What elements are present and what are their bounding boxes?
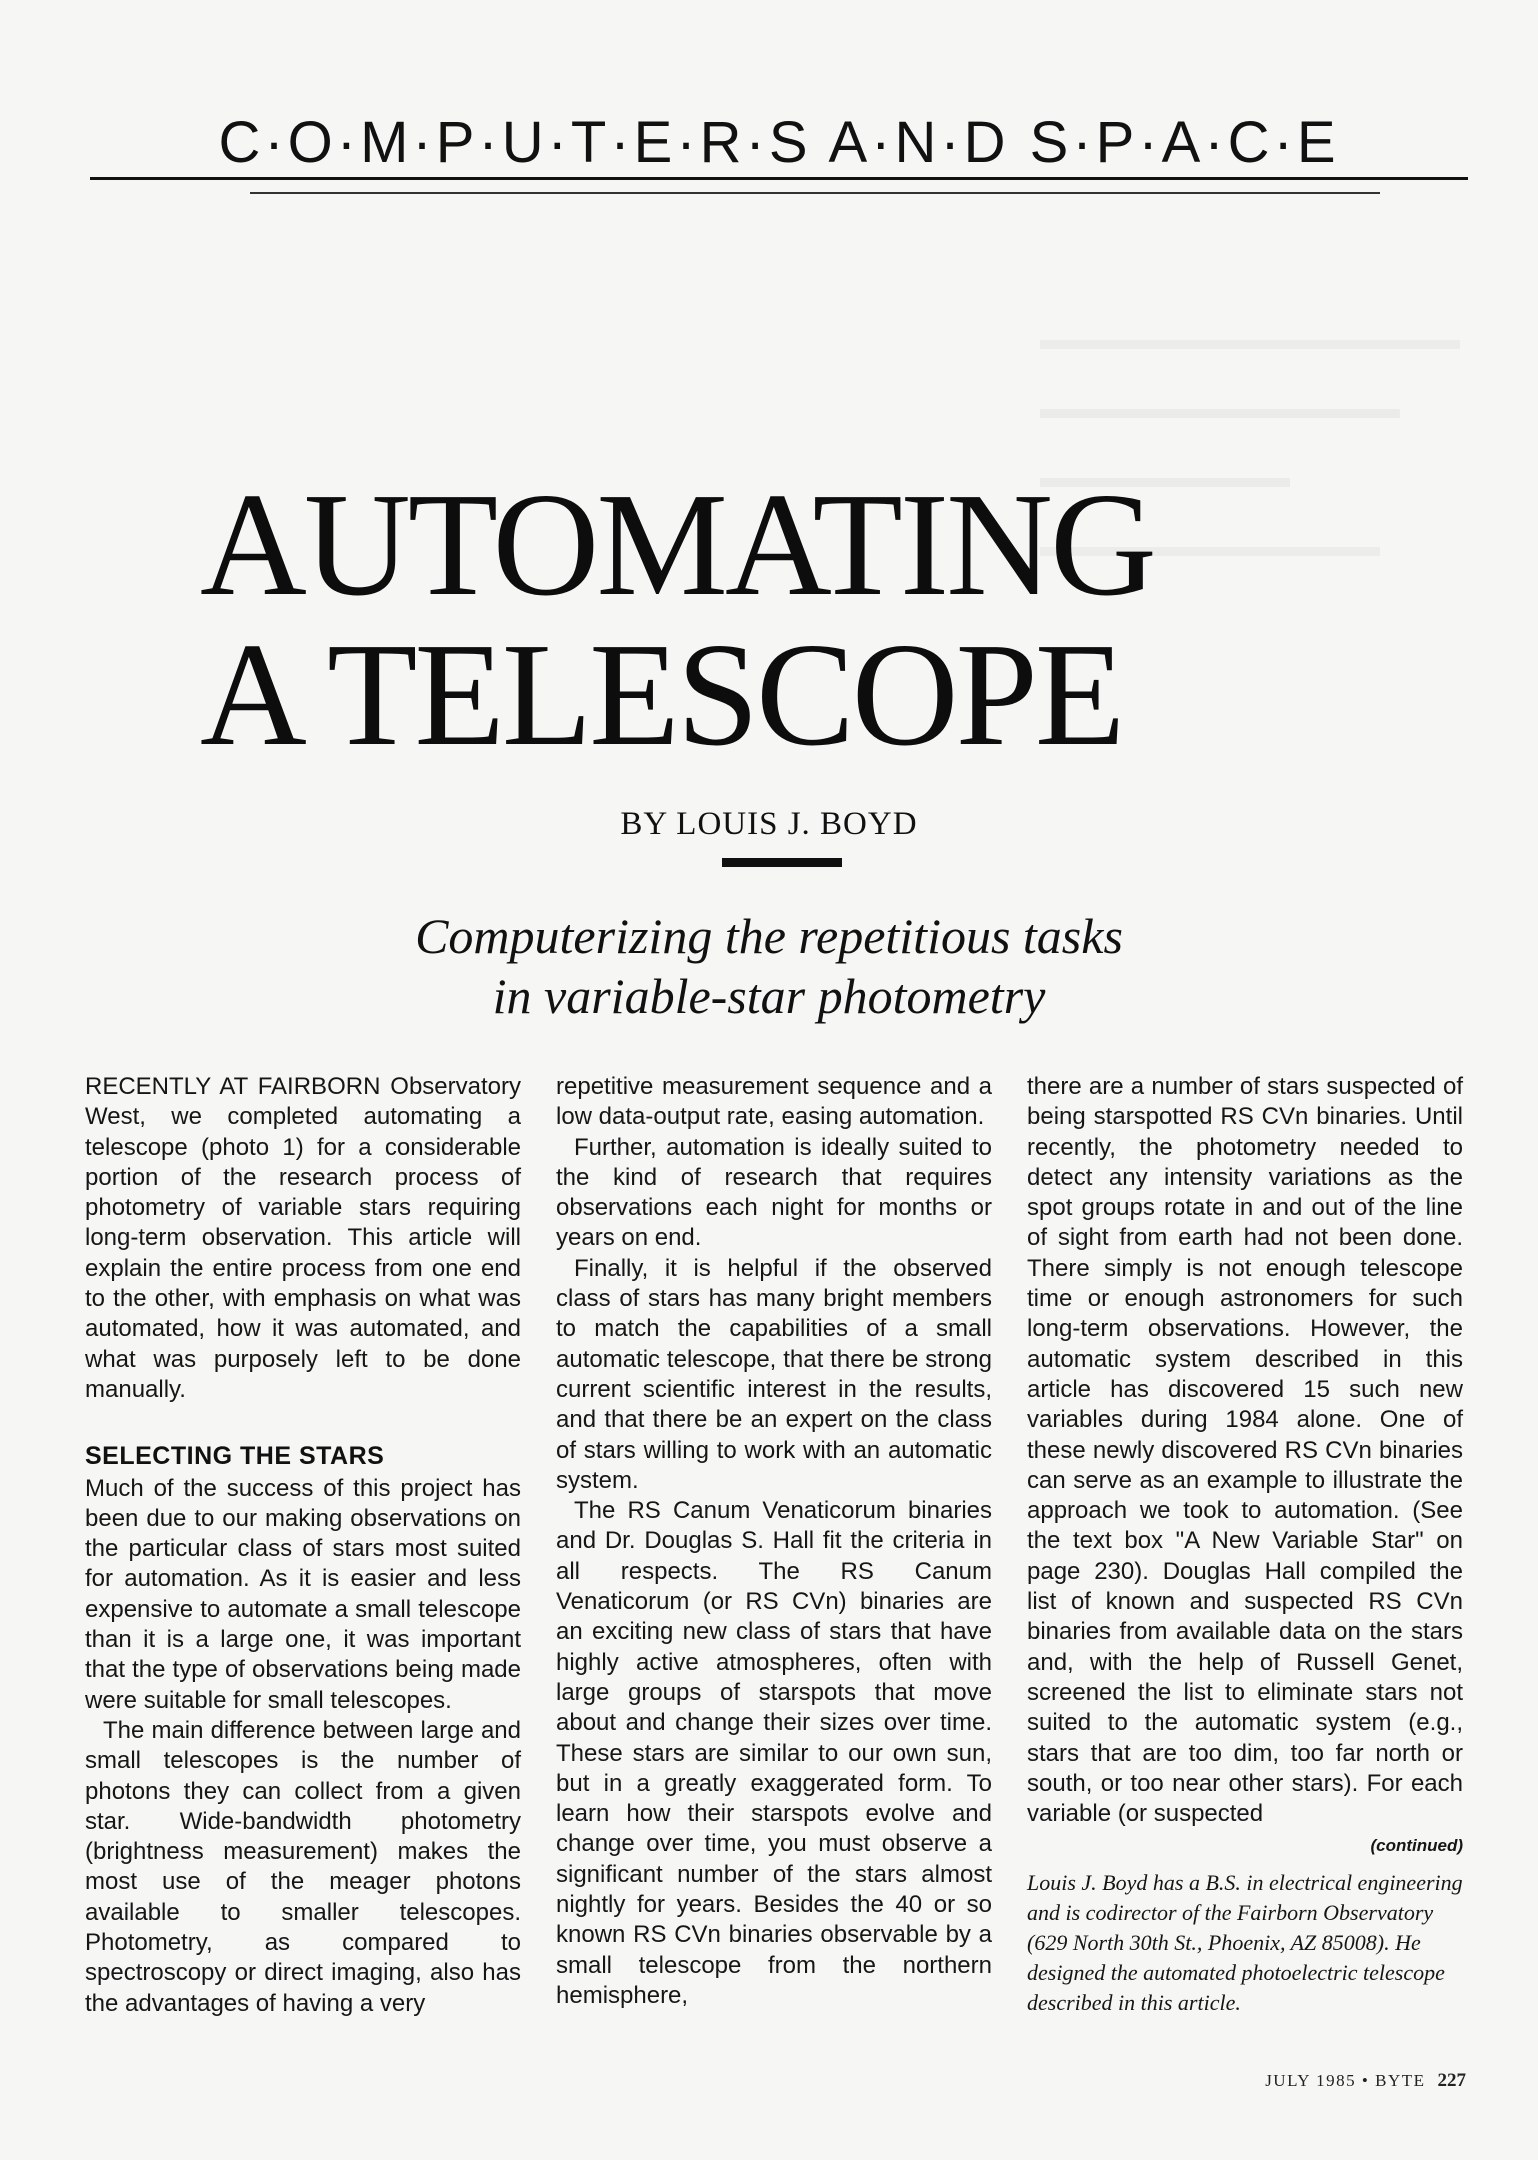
subheading-selecting-the-stars: SELECTING THE STARS xyxy=(85,1442,385,1471)
deck-line-2: in variable-star photometry xyxy=(492,968,1046,1024)
paragraph: The RS Canum Venaticorum binaries and Dr. Douglas S. Hall fit the criteria in all respects. The RS Canum Venaticorum (or RS CVn) binaries are an exciting new class of stars that have highly active atmospheres, often with large groups of starspots that move about and change their sizes over time. These stars are similar to our own sun, but in a greatly exaggerated form. To learn how their starspots evolve and change over time, you must observe a significant number of the stars almost nightly for years. Besides the 40 or so known RS CVn binaries observable by a small telescope from the northern hemisphere, xyxy=(556,1497,992,2009)
page-number: 227 xyxy=(1437,2070,1466,2091)
text-column-2 xyxy=(556,1072,992,2011)
title-line-1: AUTOMATING xyxy=(200,463,1154,627)
paragraph: Much of the success of this project has been due to our making observations on the particular class of stars most suited for automation. As it is easier and less expensive to automate a small telescope than it is a large one, it was important that the type of observations being made were suitable for small telescopes. xyxy=(85,1474,521,1714)
page-footer xyxy=(1000,2070,1466,2092)
paragraph: Finally, it is helpful if the observed class of stars has many bright members to match the capabilities of a small automatic telescope, that there be strong current scientific interest in the results, and that there be an expert on the class of stars willing to work with an automatic system. xyxy=(556,1254,992,1494)
byline-rule xyxy=(722,858,842,867)
paragraph: repetitive measurement sequence and a low data-output rate, easing automation. xyxy=(556,1073,992,1131)
paragraph: Further, automation is ideally suited to the kind of research that requires observations each night for months or years on end. xyxy=(556,1133,992,1252)
article-title xyxy=(200,463,1340,777)
continued-marker: (continued) xyxy=(1370,1836,1463,1856)
deck-subtitle xyxy=(0,906,1538,1026)
section-heading: C·O·M·P·U·T·E·R·S A·N·D S·P·A·C·E xyxy=(218,110,1340,175)
paragraph: The main difference between large and small telescopes is the number of photons they can collect from a given star. Wide-bandwidth photometry (brightness measurement) makes the most use of the meager photons available to smaller telescopes. Photometry, as compared to spectroscopy or direct imaging, also has the advantages of having a very xyxy=(85,1716,521,2017)
deck-line-1: Computerizing the repetitious tasks xyxy=(415,908,1123,964)
paragraph: RECENTLY AT FAIRBORN Observatory West, we completed automating a telescope (photo 1) for a considerable portion of the research process of photometry of variable stars requiring long-term observation. This article will explain the entire process from one end to the other, with emphasis on what was automated, how it was automated, and what was purposely left to be done manually. xyxy=(85,1073,521,1403)
title-line-2: A TELESCOPE xyxy=(200,613,1123,777)
byline: BY LOUIS J. BOYD xyxy=(620,806,918,842)
heading-rule-bottom xyxy=(250,192,1380,194)
issue-label: JULY 1985 • BYTE xyxy=(1265,2071,1426,2090)
text-column-1 xyxy=(85,1072,521,2019)
text-column-3 xyxy=(1027,1072,1463,2018)
paragraph: there are a number of stars suspected of being starspotted RS CVn binaries. Until recently, the photometry needed to detect any intensity variations as the spot groups rotate in and out of the line of sight from earth had not been done. There simply is not enough telescope time or enough astronomers for such long-term observations. However, the automatic system described in this article has discovered 15 such new variables during 1984 alone. One of these newly discovered RS CVn binaries can serve as an example to illustrate the approach we took to automation. (See the text box "A New Variable Star" on page 230). Douglas Hall compiled the list of known and suspected RS CVn binaries from available data on the stars and, with the help of Russell Genet, screened the list to eliminate stars not suited to the automatic system (e.g., stars that are too dim, too far north or south, or too near other stars). For each variable (or suspected xyxy=(1027,1073,1463,1828)
heading-rule-top xyxy=(90,177,1468,180)
author-bio: Louis J. Boyd has a B.S. in electrical engineering and is codirector of the Fairborn Observatory (629 North 30th St., Phoenix, AZ 85008). He designed the automated photoelectric telescope described in this article. xyxy=(1027,1869,1463,2015)
